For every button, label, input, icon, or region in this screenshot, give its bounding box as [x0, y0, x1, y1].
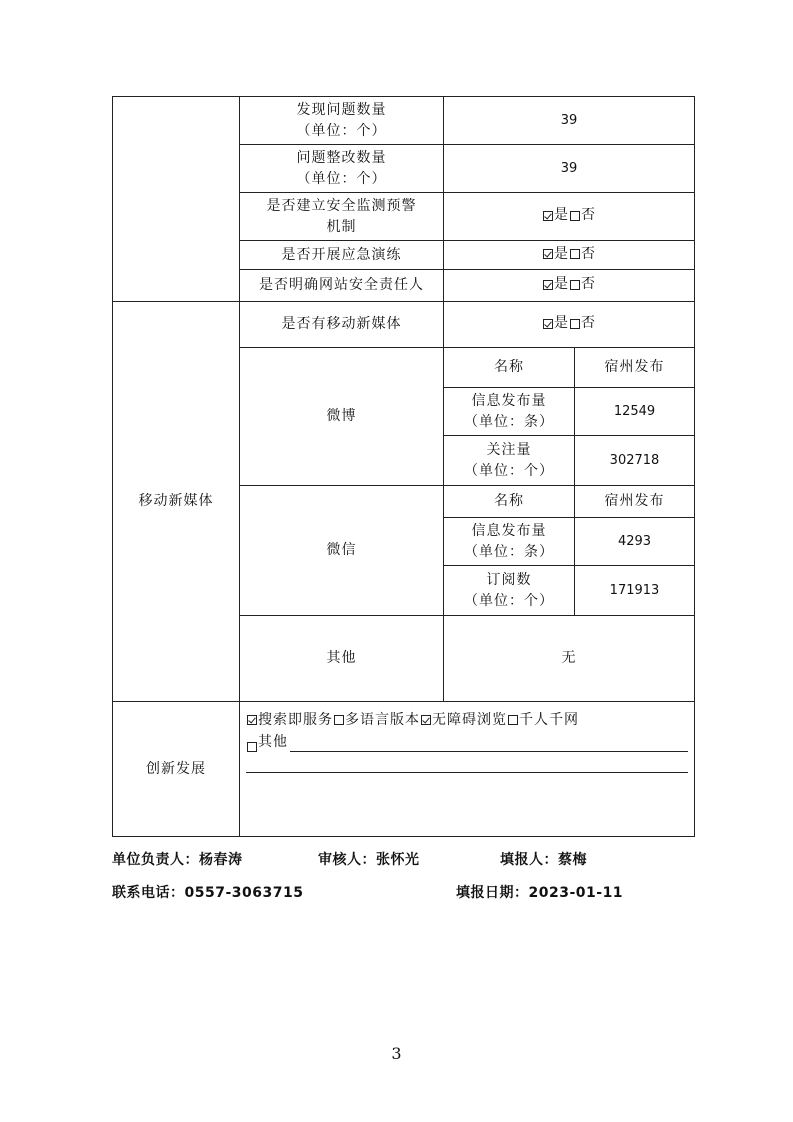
yes-checkbox-checked[interactable] — [543, 280, 553, 290]
yes-checkbox-checked[interactable] — [543, 249, 553, 259]
yes-label: 是 — [554, 315, 569, 332]
has-media-label: 是否有移动新媒体 — [240, 302, 444, 348]
innovation-section-label: 创新发展 — [113, 702, 240, 837]
wechat-subscribers-label: 订阅数 （单位：个） — [444, 566, 575, 616]
fill-date: 填报日期：2023-01-11 — [456, 885, 624, 901]
no-label: 否 — [581, 207, 596, 224]
other-option-label: 其他 — [258, 734, 288, 750]
drill-label: 是否开展应急演练 — [240, 241, 444, 270]
personalized-label: 千人千网 — [519, 712, 579, 728]
wechat-label: 微信 — [240, 486, 444, 616]
personalized-checkbox[interactable] — [508, 715, 518, 725]
yes-label: 是 — [554, 245, 569, 262]
other-media-value: 无 — [444, 616, 695, 702]
has-media-choice — [444, 302, 695, 348]
no-label: 否 — [581, 245, 596, 262]
other-media-label: 其他 — [240, 616, 444, 702]
issues-found-label: 发现问题数量 （单位：个） — [240, 97, 444, 145]
filler: 填报人：蔡梅 — [500, 852, 587, 868]
yes-checkbox-checked[interactable] — [543, 319, 553, 329]
weibo-followers-value: 302718 — [575, 436, 695, 486]
reviewer: 审核人：张怀光 — [318, 852, 420, 868]
security-section-cell — [113, 97, 240, 302]
row-issues-found — [113, 97, 695, 145]
weibo-name-value: 宿州发布 — [575, 348, 695, 388]
weibo-label: 微博 — [240, 348, 444, 486]
multilang-label: 多语言版本 — [345, 712, 420, 728]
unit-head: 单位负责人：杨春涛 — [112, 852, 243, 868]
innovation-options — [240, 702, 695, 837]
no-checkbox[interactable] — [570, 319, 580, 329]
monitoring-label: 是否建立安全监测预警 机制 — [240, 193, 444, 241]
blank-fill-line[interactable] — [246, 752, 688, 773]
other-fill-line[interactable] — [290, 737, 688, 752]
wechat-name-value: 宿州发布 — [575, 486, 695, 518]
drill-choice — [444, 241, 695, 270]
wechat-name-label: 名称 — [444, 486, 575, 518]
yes-checkbox-checked[interactable] — [543, 211, 553, 221]
other-checkbox[interactable] — [247, 742, 257, 752]
weibo-name-label: 名称 — [444, 348, 575, 388]
search-service-checkbox-checked[interactable] — [247, 715, 257, 725]
weibo-followers-label: 关注量 （单位：个） — [444, 436, 575, 486]
accessible-label: 无障碍浏览 — [432, 712, 507, 728]
no-checkbox[interactable] — [570, 249, 580, 259]
accessible-checkbox-checked[interactable] — [421, 715, 431, 725]
responsible-label: 是否明确网站安全责任人 — [240, 270, 444, 302]
issues-found-value: 39 — [444, 97, 695, 145]
weibo-posts-value: 12549 — [575, 388, 695, 436]
media-section-label: 移动新媒体 — [113, 302, 240, 702]
responsible-choice — [444, 270, 695, 302]
no-checkbox[interactable] — [570, 280, 580, 290]
monitoring-choice — [444, 193, 695, 241]
wechat-posts-label: 信息发布量 （单位：条） — [444, 518, 575, 566]
contact-phone: 联系电话：0557-3063715 — [112, 885, 304, 901]
weibo-posts-label: 信息发布量 （单位：条） — [444, 388, 575, 436]
yes-label: 是 — [554, 276, 569, 293]
wechat-posts-value: 4293 — [575, 518, 695, 566]
search-service-label: 搜索即服务 — [258, 712, 333, 728]
issues-fixed-label: 问题整改数量 （单位：个） — [240, 145, 444, 193]
report-table — [112, 96, 695, 837]
issues-fixed-value: 39 — [444, 145, 695, 193]
multilang-checkbox[interactable] — [334, 715, 344, 725]
wechat-subscribers-value: 171913 — [575, 566, 695, 616]
no-checkbox[interactable] — [570, 211, 580, 221]
yes-label: 是 — [554, 207, 569, 224]
no-label: 否 — [581, 276, 596, 293]
row-innovation — [113, 702, 695, 837]
no-label: 否 — [581, 315, 596, 332]
row-has-media — [113, 302, 695, 348]
page-number: 3 — [391, 1044, 402, 1063]
